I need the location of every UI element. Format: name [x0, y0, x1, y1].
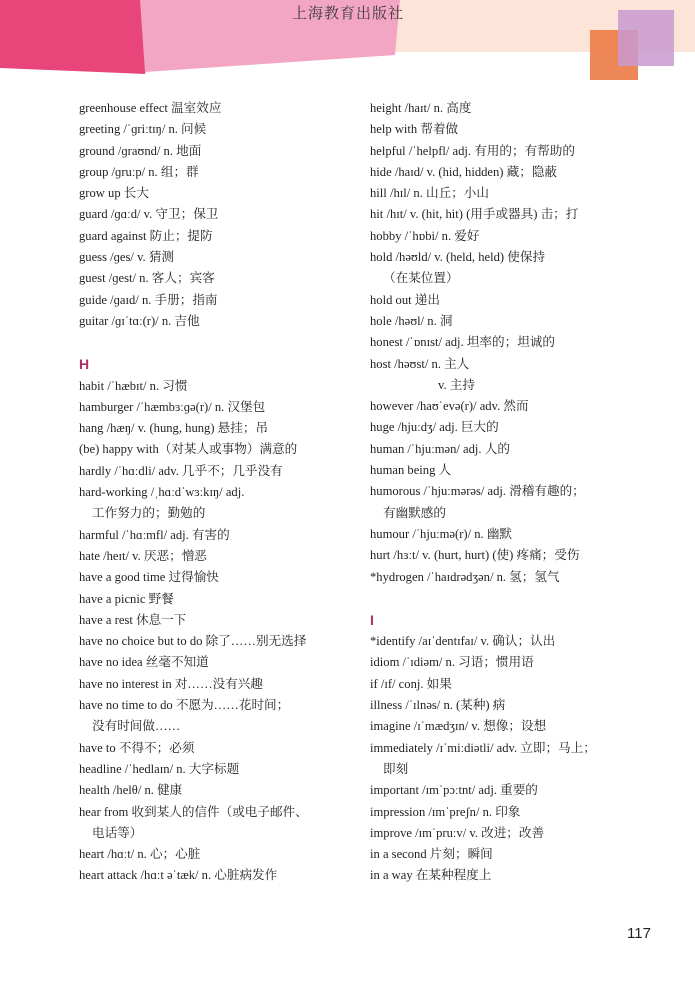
entry-hamburger: hamburger /ˈhæmbɜːɡə(r)/ n. 汉堡包 — [79, 399, 266, 414]
entry-immediately-term: immediately /ɪˈmiːdiətli/ adv. 立即；马上； — [370, 740, 596, 755]
entry-have-a-picnic: have a picnic 野餐 — [79, 591, 174, 606]
entry-hard-working-meaning: 工作努力的；勤勉的 — [92, 506, 206, 521]
entry-huge: huge /hjuːdʒ/ adj. 巨大的 — [370, 420, 499, 435]
right-column — [370, 98, 670, 887]
entry-height: height /haɪt/ n. 高度 — [370, 101, 472, 115]
entry-have-a-good-time: have a good time 过得愉快 — [79, 570, 219, 585]
entry-immediately-cont: 即刻 — [383, 761, 409, 776]
entry-idiom: idiom /ˈɪdiəm/ n. 习语；惯用语 — [370, 655, 534, 670]
entry-hydrogen: *hydrogen /ˈhaɪdrədʒən/ n. 氢；氢气 — [370, 569, 560, 584]
entry-have-a-rest: have a rest 休息一下 — [79, 612, 187, 627]
entry-headline: headline /ˈhedlaɪn/ n. 大字标题 — [79, 761, 240, 776]
entry-grow-up: grow up 长大 — [79, 186, 149, 201]
page-number: 117 — [627, 925, 651, 942]
entry-have-no-time-to-do — [79, 695, 379, 738]
entry-guitar: guitar /ɡɪˈtɑː(r)/ n. 吉他 — [79, 313, 200, 328]
entry-hurt: hurt /hɜːt/ v. (hurt, hurt) (使) 疼痛；受伤 — [370, 548, 580, 563]
entry-however: however /haʊˈevə(r)/ adv. 然而 — [370, 399, 529, 414]
entry-humorous-cont: 有幽默感的 — [383, 505, 446, 520]
entry-imagine: imagine /ɪˈmædʒɪn/ v. 想像；设想 — [370, 719, 547, 734]
entry-in-a-second: in a second 片刻；瞬间 — [370, 847, 493, 862]
entry-hard-working — [79, 482, 379, 525]
entry-have-no-idea: have no idea 丝毫不知道 — [79, 655, 209, 670]
entry-in-a-way: in a way 在某种程度上 — [370, 868, 492, 883]
entry-harmful: harmful /ˈhɑːmfl/ adj. 有害的 — [79, 527, 230, 542]
entry-have-no-time-to-do-term: have no time to do 不愿为……花时间； — [79, 698, 290, 713]
entry-humour: humour /ˈhjuːmə(r)/ n. 幽默 — [370, 526, 513, 541]
entry-impression: impression /ɪmˈpreʃn/ n. 印象 — [370, 804, 521, 819]
entry-heart: heart /hɑːt/ n. 心；心脏 — [79, 847, 201, 862]
entry-happy-with: (be) happy with（对某人或事物）满意的 — [79, 442, 298, 457]
entry-help-with: help with 帮着做 — [370, 122, 459, 137]
entry-if: if /ɪf/ conj. 如果 — [370, 676, 452, 691]
entry-hardly: hardly /ˈhɑːdli/ adv. 几乎不；几乎没有 — [79, 463, 283, 478]
header-banner — [0, 0, 695, 80]
entry-hill: hill /hɪl/ n. 山丘；小山 — [370, 186, 489, 201]
entry-improve: improve /ɪmˈpruːv/ v. 改进；改善 — [370, 825, 545, 840]
entry-hear-from-term: hear from 收到某人的信件（或电子邮件、 — [79, 804, 308, 819]
left-column — [79, 98, 379, 887]
entry-hole: hole /həʊl/ n. 洞 — [370, 313, 453, 328]
entry-guide: guide /ɡaɪd/ n. 手册；指南 — [79, 292, 218, 307]
entry-host — [370, 354, 670, 397]
entry-hear-from — [79, 802, 379, 845]
entry-humorous-term: humorous /ˈhjuːmərəs/ adj. 滑稽有趣的； — [370, 484, 585, 499]
entry-ground: ground /ɡraʊnd/ n. 地面 — [79, 143, 202, 158]
entry-heart-attack: heart attack /hɑːt əˈtæk/ n. 心脏病发作 — [79, 868, 278, 883]
entry-immediately — [370, 738, 670, 781]
entry-hit: hit /hɪt/ v. (hit, hit) (用手或器具) 击；打 — [370, 207, 579, 222]
entry-guess: guess /ɡes/ v. 猜测 — [79, 250, 175, 265]
publisher-name: 上海教育出版社 — [292, 4, 405, 22]
entry-identify: *identify /aɪˈdentɪfaɪ/ v. 确认；认出 — [370, 634, 556, 649]
entry-hold-out: hold out 递出 — [370, 292, 440, 307]
entry-hold-term: hold /həʊld/ v. (held, held) 使保持 — [370, 250, 546, 265]
entry-have-no-choice: have no choice but to do 除了……别无选择 — [79, 634, 307, 649]
entry-humorous — [370, 481, 670, 524]
entry-greeting: greeting /ˈɡriːtɪŋ/ n. 问候 — [79, 122, 207, 137]
entry-hold-cont: （在某位置） — [383, 271, 459, 286]
entry-guard: guard /ɡɑːd/ v. 守卫；保卫 — [79, 207, 219, 222]
section-heading-i: I — [370, 611, 374, 628]
entry-hard-working-term: hard-working /ˌhɑːdˈwɜːkɪŋ/ adj. — [79, 485, 245, 500]
entry-hate: hate /heɪt/ v. 厌恶；憎恶 — [79, 548, 207, 563]
entry-group: group /ɡruːp/ n. 组；群 — [79, 164, 199, 179]
entry-host-term: host /həʊst/ n. 主人 — [370, 356, 470, 371]
entry-host-verb: v. 主持 — [438, 377, 475, 392]
entry-hold — [370, 247, 670, 290]
section-heading-h: H — [79, 356, 90, 373]
entry-hear-from-cont: 电话等） — [92, 825, 143, 840]
entry-have-to: have to 不得不；必须 — [79, 740, 195, 755]
entry-human: human /ˈhjuːmən/ adj. 人的 — [370, 441, 510, 456]
entry-guest: guest /ɡest/ n. 客人；宾客 — [79, 271, 215, 286]
entry-health: health /helθ/ n. 健康 — [79, 783, 183, 798]
entry-habit: habit /ˈhæbɪt/ n. 习惯 — [79, 378, 188, 393]
entry-hobby: hobby /ˈhɒbi/ n. 爱好 — [370, 228, 480, 243]
entry-honest: honest /ˈɒnɪst/ adj. 坦率的；坦诚的 — [370, 335, 555, 350]
entry-have-no-time-to-do-cont: 没有时间做…… — [92, 719, 181, 734]
entry-hide: hide /haɪd/ v. (hid, hidden) 藏；隐蔽 — [370, 164, 558, 179]
entry-helpful: helpful /ˈhelpfl/ adj. 有用的；有帮助的 — [370, 143, 575, 158]
entry-greenhouse-effect: greenhouse effect 温室效应 — [79, 101, 222, 115]
entry-important: important /ɪmˈpɔːtnt/ adj. 重要的 — [370, 783, 538, 798]
entry-illness: illness /ˈɪlnəs/ n. (某种) 病 — [370, 698, 506, 713]
entry-guard-against: guard against 防止；提防 — [79, 228, 213, 243]
entry-hang: hang /hæŋ/ v. (hung, hung) 悬挂；吊 — [79, 421, 269, 436]
entry-have-no-interest-in: have no interest in 对……没有兴趣 — [79, 676, 263, 691]
entry-human-being: human being 人 — [370, 463, 452, 478]
